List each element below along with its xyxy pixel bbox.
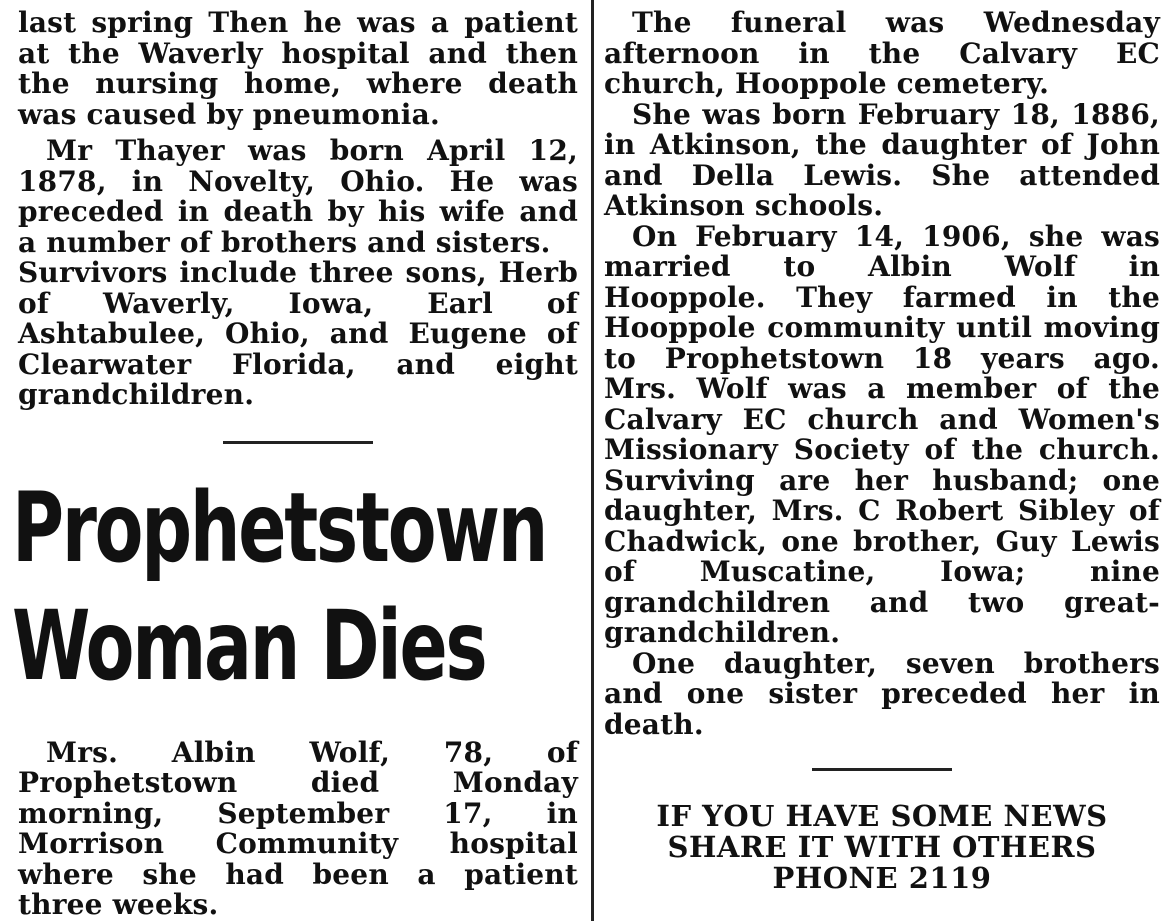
wolf-article-lead: Mrs. Albin Wolf, 78, of Prophetstown died Monday morning, September 17, in Morrison Community hospital where she had been a patient three weeks. bbox=[18, 735, 578, 921]
column-divider bbox=[591, 0, 594, 921]
headline-block bbox=[12, 458, 578, 708]
headline-line-1: Prophetstown bbox=[12, 471, 547, 584]
left-column bbox=[12, 0, 578, 921]
wolf-birth-paragraph: She was born February 18, 1886, in Atkinson, the daughter of John and Della Lewis. She attended Atkinson schools. bbox=[604, 97, 1160, 222]
notice-divider-rule bbox=[812, 768, 952, 771]
continued-obituary-paragraph: last spring Then he was a patient at the Waverly hospital and then the nursing home, where death was caused by pneumonia. bbox=[18, 6, 578, 131]
thayer-survivors-paragraph: Survivors include three sons, Herb of Waverly, Iowa, Earl of Ashtabulee, Ohio, and Eugene of Clearwater Florida, and eight grandchildren. bbox=[18, 256, 578, 411]
wolf-marriage-paragraph: On February 14, 1906, she was married to Albin Wolf in Hooppole. They farmed in the Hooppole community until moving to Prophetstown 18 years ago. Mrs. Wolf was a member of the Calvary EC church and Women's Missionary Society of the church. Surviving are her husband; one daughter, Mrs. C Robert Sibley of Chadwick, one brother, Guy Lewis of Muscatine, Iowa; nine grandchildren and two great-grandchildren. bbox=[604, 219, 1160, 649]
wolf-preceded-paragraph: One daughter, seven brothers and one sister preceded her in death. bbox=[604, 646, 1160, 741]
funeral-paragraph: The funeral was Wednesday afternoon in the Calvary EC church, Hooppole cemetery. bbox=[604, 6, 1160, 100]
notice-line-3: PHONE 2119 bbox=[772, 861, 992, 895]
notice-line-2: SHARE IT WITH OTHERS bbox=[667, 830, 1097, 864]
news-notice bbox=[604, 801, 1160, 894]
headline-line-2: Woman Dies bbox=[12, 589, 486, 702]
right-column bbox=[604, 0, 1160, 894]
section-divider-rule bbox=[223, 441, 373, 444]
notice-line-1: IF YOU HAVE SOME NEWS bbox=[656, 799, 1108, 833]
thayer-birth-paragraph: Mr Thayer was born April 12, 1878, in Novelty, Ohio. He was preceded in death by his wife and a number of brothers and sisters. bbox=[18, 134, 578, 259]
